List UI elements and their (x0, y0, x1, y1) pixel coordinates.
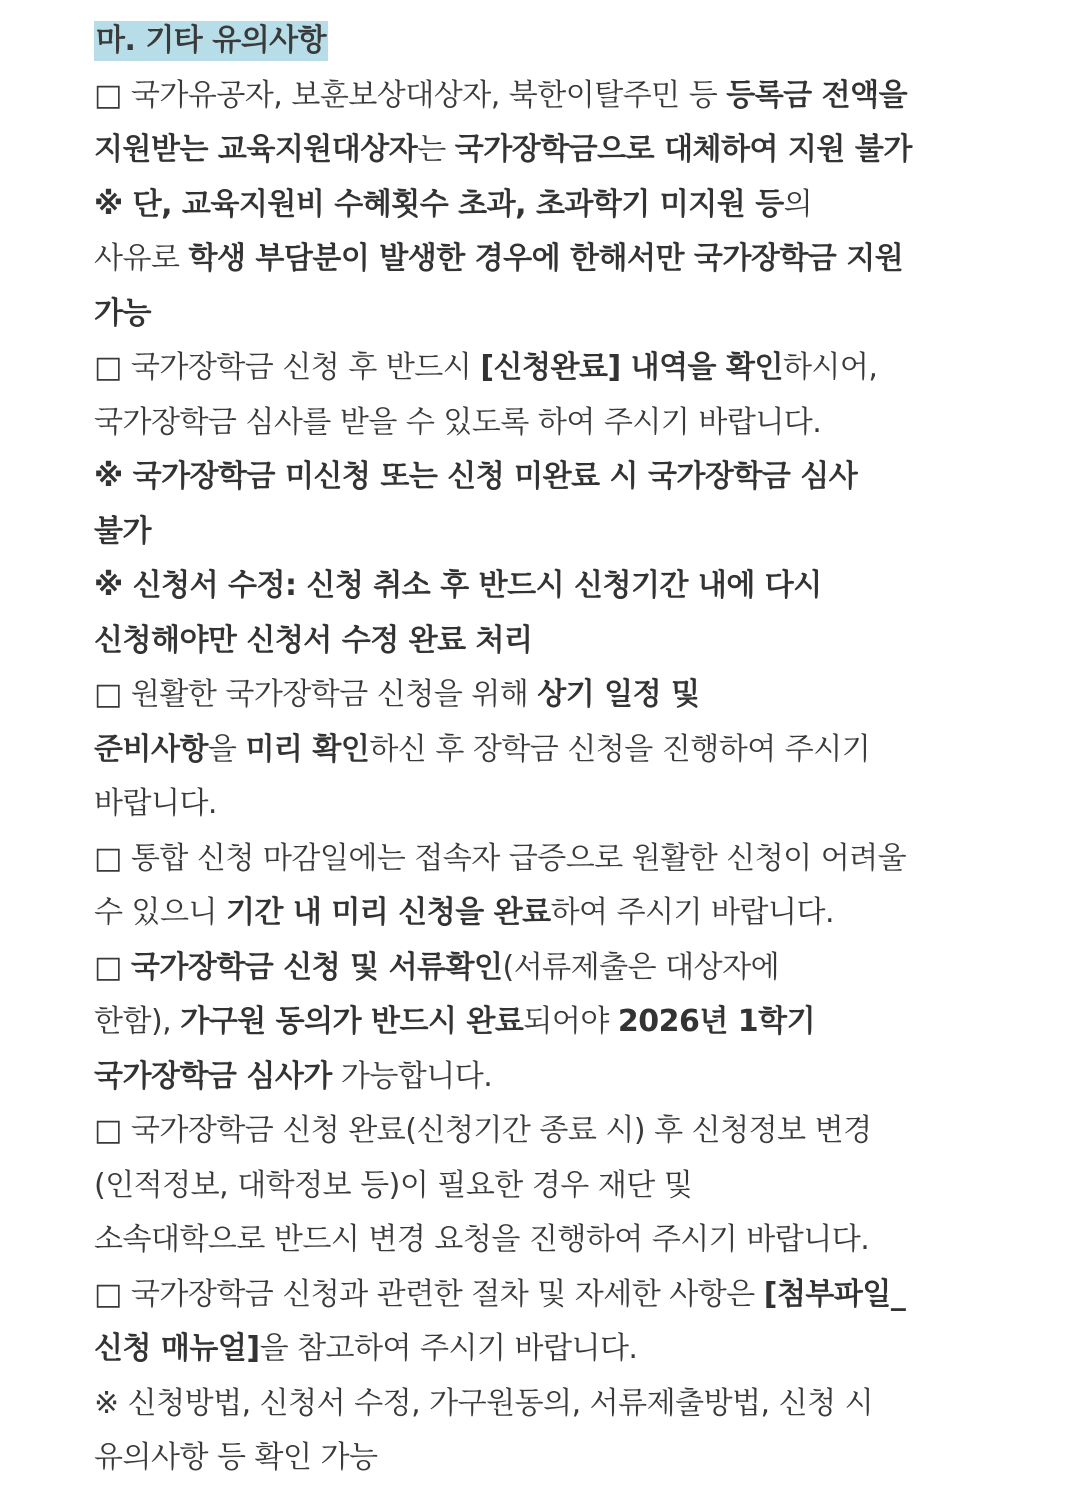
text-line (94, 341, 994, 396)
bold-text: 2026년 1학기 (617, 1004, 816, 1039)
text: 을 참고하여 주시기 바랍니다. (259, 1331, 638, 1366)
bold-text: 학생 부담분이 발생한 경우에 한해서만 국가장학금 지원 (188, 241, 904, 276)
text: ※ 신청방법, 신청서 수정, 가구원동의, 서류제출방법, 신청 시 (94, 1385, 874, 1421)
bold-text: 등록금 전액을 (726, 77, 908, 113)
text-line (94, 995, 994, 1050)
text-line (94, 1159, 994, 1214)
bold-text: 불가 (94, 513, 151, 549)
text-line (94, 832, 994, 887)
bold-text: 신청 매뉴얼] (94, 1331, 260, 1366)
text: 국가장학금 심사를 받을 수 있도록 하여 주시기 바랍니다. (94, 404, 822, 440)
text-line (94, 614, 994, 669)
text-line (94, 287, 994, 342)
text-line (94, 1377, 994, 1432)
text-line (94, 723, 994, 778)
bold-text: 기간 내 미리 신청을 완료 (226, 895, 551, 930)
text: 한함), (94, 1004, 181, 1039)
bold-text: ※ 단, 교육지원비 수혜횟수 초과, 초과학기 미지원 등 (94, 186, 784, 222)
bold-text: ※ 신청서 수정: 신청 취소 후 반드시 신청기간 내에 다시 (94, 568, 822, 603)
bold-text: ※ 국가장학금 미신청 또는 신청 미완료 시 국가장학금 심사 (94, 459, 858, 494)
text-line (94, 396, 994, 451)
bold-text: 신청해야만 신청서 수정 완료 처리 (94, 622, 533, 658)
bold-text: 가구원 동의가 반드시 완료 (180, 1004, 524, 1039)
text: (인적정보, 대학정보 등)이 필요한 경우 재단 및 (94, 1167, 693, 1203)
text-line (94, 69, 994, 124)
text: 의 (783, 186, 813, 222)
section-heading: 마. 기타 유의사항 (94, 21, 328, 61)
text: 하여 주시기 바랍니다. (550, 895, 835, 930)
text: 하신 후 장학금 신청을 진행하여 주시기 (369, 731, 871, 767)
text-line (94, 232, 994, 287)
bold-text: 미리 확인 (245, 731, 370, 767)
text: 가능합니다. (331, 1058, 493, 1094)
text-line (94, 1104, 994, 1159)
bold-text: 상기 일정 및 (537, 677, 700, 712)
text: □ 국가장학금 신청과 관련한 절차 및 자세한 사항은 (94, 1276, 764, 1312)
text: 바랍니다. (94, 786, 217, 821)
text: 는 (417, 132, 455, 167)
text-line (94, 450, 994, 505)
text: □ 국가장학금 신청 후 반드시 (94, 350, 481, 385)
section-heading-line (94, 14, 994, 69)
text-line (94, 1322, 994, 1377)
text: (서류제출은 대상자에 (502, 949, 780, 985)
bold-text: 지원받는 교육지원대상자 (94, 132, 418, 167)
text: 수 있으니 (94, 895, 226, 930)
text: 소속대학으로 반드시 변경 요청을 진행하여 주시기 바랍니다. (94, 1222, 870, 1257)
bold-text: 국가장학금 심사가 (94, 1058, 332, 1094)
text: 하시어, (782, 350, 878, 385)
text: 되어야 (523, 1004, 618, 1039)
text-line (94, 1268, 994, 1323)
text-line (94, 941, 994, 996)
bold-text: 국가장학금으로 대체하여 지원 불가 (454, 132, 912, 167)
text-line (94, 1050, 994, 1105)
bold-text: [첨부파일_ (763, 1276, 906, 1312)
text-line (94, 505, 994, 560)
bold-text: [신청완료] 내역을 확인 (480, 350, 783, 385)
text: 사유로 (94, 241, 189, 276)
text: □ 국가장학금 신청 완료(신청기간 종료 시) 후 신청정보 변경 (94, 1113, 872, 1148)
text: □ (94, 949, 131, 985)
bold-text: 가능 (94, 295, 151, 331)
text: 유의사항 등 확인 가능 (94, 1440, 378, 1475)
text: □ 국가유공자, 보훈보상대상자, 북한이탈주민 등 (94, 77, 727, 113)
text-line (94, 668, 994, 723)
text-line (94, 559, 994, 614)
text-line (94, 886, 994, 941)
text-line (94, 178, 994, 233)
text: □ 원활한 국가장학금 신청을 위해 (94, 677, 538, 712)
notice-body (94, 69, 994, 1486)
text-line (94, 777, 994, 832)
text-line (94, 1431, 994, 1486)
text-line (94, 1213, 994, 1268)
notice-document (94, 14, 994, 1486)
text: 을 (207, 731, 246, 767)
bold-text: 준비사항 (94, 731, 208, 767)
text-line (94, 123, 994, 178)
text: □ 통합 신청 마감일에는 접속자 급증으로 원활한 신청이 어려울 (94, 840, 907, 876)
bold-text: 국가장학금 신청 및 서류확인 (130, 949, 503, 985)
